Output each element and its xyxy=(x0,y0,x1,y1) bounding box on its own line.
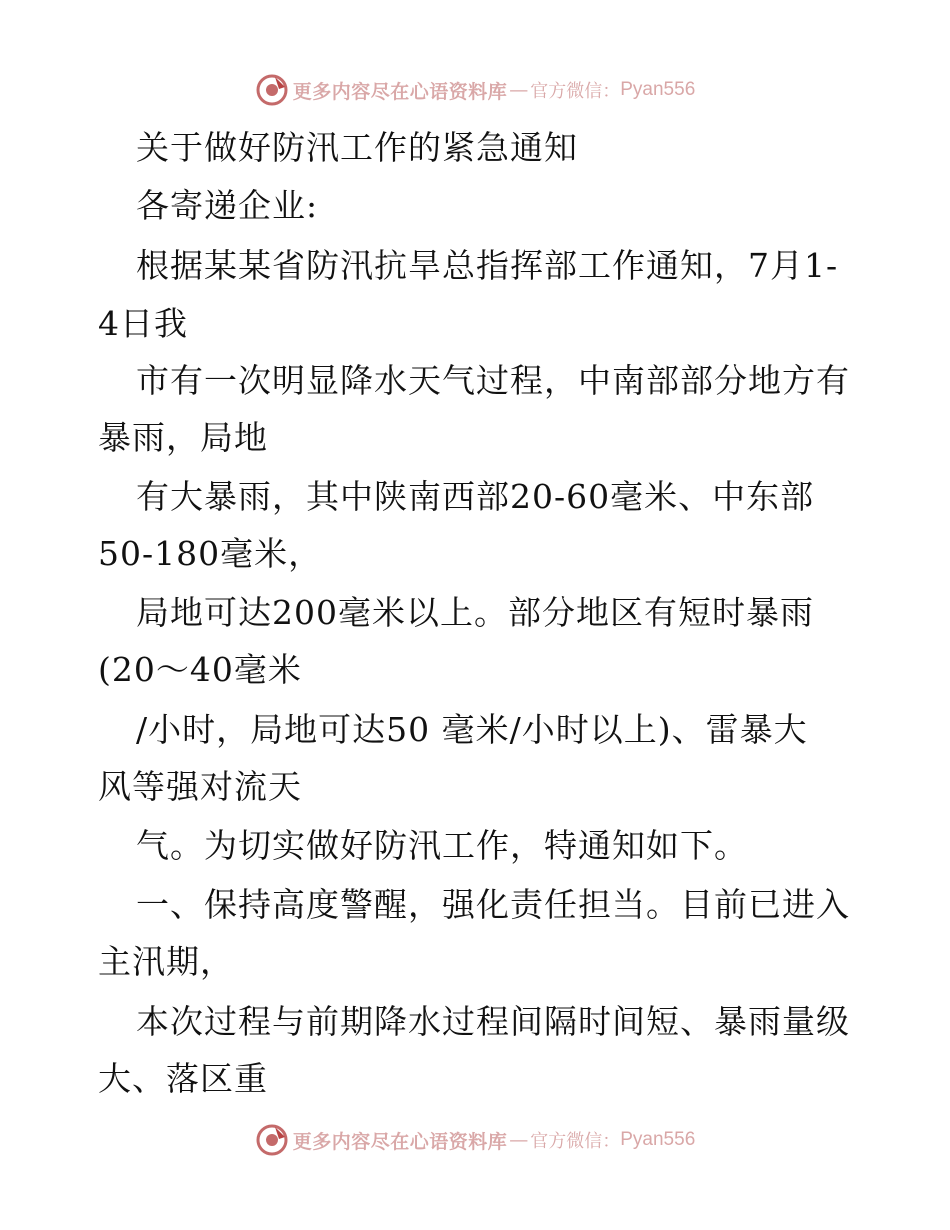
paragraph-line: 根据某某省防汛抗旱总指挥部工作通知，7月1- xyxy=(136,246,839,285)
watermark-wechat-id: Pyan556 xyxy=(620,79,696,100)
section-heading: 一、保持高度警醒，强化责任担当。目前已进入 xyxy=(136,885,850,924)
paragraph-line: 4日我 xyxy=(98,304,188,343)
watermark-text: 更多内容尽在心语资料库 xyxy=(292,1130,508,1153)
paragraph-line: 气。为切实做好防汛工作，特通知如下。 xyxy=(136,826,748,865)
paragraph-line: (20～40毫米 xyxy=(98,650,302,689)
logo-icon xyxy=(255,73,289,107)
watermark-header xyxy=(0,70,950,110)
paragraph-line: 风等强对流天 xyxy=(98,767,302,806)
watermark-dash: — xyxy=(509,79,529,101)
paragraph-line: 局地可达200毫米以上。部分地区有短时暴雨 xyxy=(136,593,814,632)
watermark-wechat-label: 官方微信： xyxy=(530,1131,621,1152)
salutation: 各寄递企业: xyxy=(136,186,319,225)
watermark-footer xyxy=(0,1120,950,1160)
watermark-wechat-label: 官方微信： xyxy=(530,81,621,102)
paragraph-line: 50-180毫米， xyxy=(98,534,323,573)
paragraph-line: 有大暴雨，其中陕南西部20-60毫米、中东部 xyxy=(136,477,815,516)
paragraph-line: 暴雨，局地 xyxy=(98,418,268,457)
paragraph-line: 主汛期， xyxy=(98,942,234,981)
paragraph-line: 大、落区重 xyxy=(98,1059,268,1098)
watermark-dash: — xyxy=(509,1129,529,1151)
watermark-wechat-id: Pyan556 xyxy=(620,1129,696,1150)
paragraph-line: 本次过程与前期降水过程间隔时间短、暴雨量级 xyxy=(136,1002,850,1041)
document-title: 关于做好防汛工作的紧急通知 xyxy=(136,128,578,167)
paragraph-line: /小时，局地可达50 毫米/小时以上)、雷暴大 xyxy=(136,710,808,749)
watermark-text: 更多内容尽在心语资料库 xyxy=(292,80,508,103)
logo-icon xyxy=(255,1123,289,1157)
paragraph-line: 市有一次明显降水天气过程，中南部部分地方有 xyxy=(136,361,850,400)
